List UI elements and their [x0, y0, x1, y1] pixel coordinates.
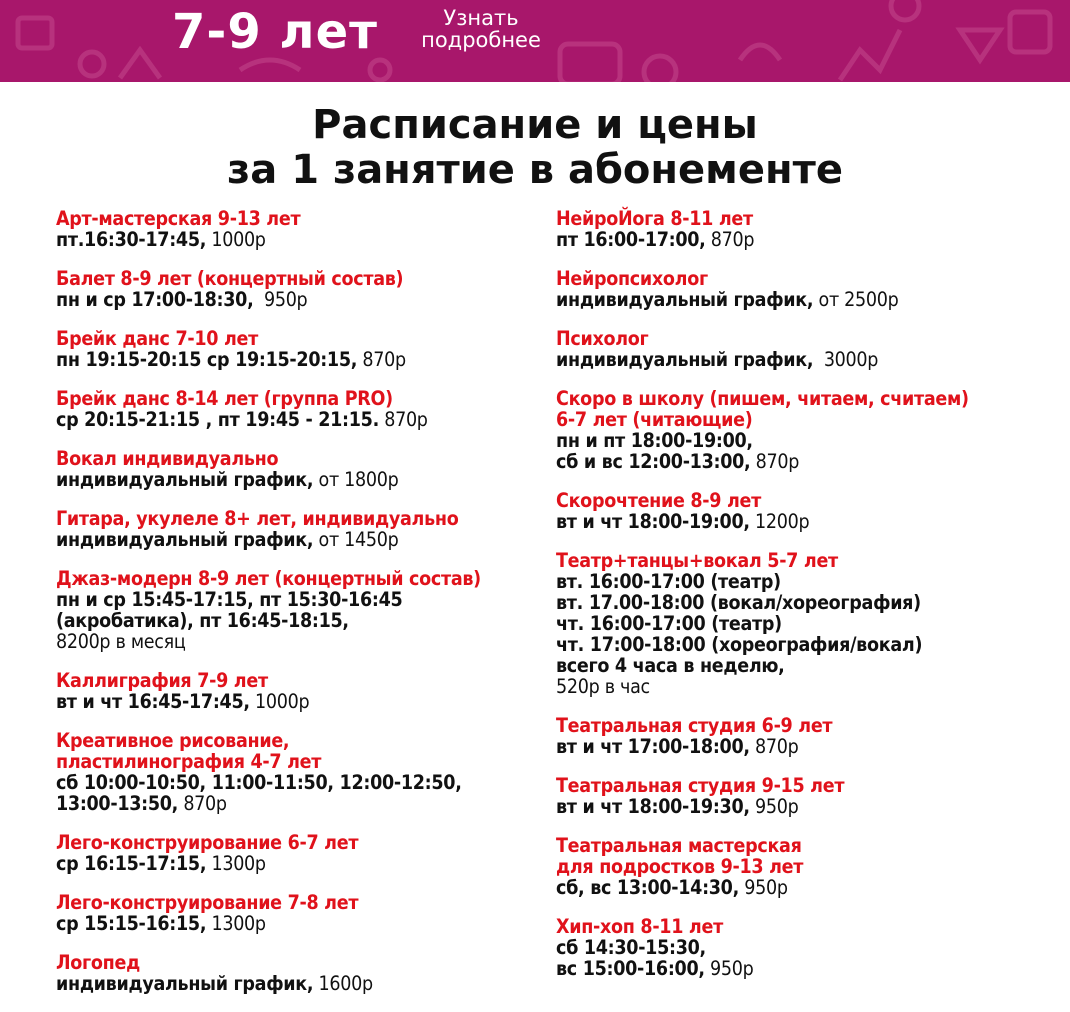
class-schedule: пн и ср 17:00-18:30,: [56, 288, 254, 311]
class-price: 870р: [705, 228, 755, 251]
class-name: Хип-хоп 8-11 лет: [556, 915, 723, 938]
schedule-line: [56, 529, 536, 550]
class-name: 6-7 лет (читающие): [556, 408, 753, 431]
class-schedule: пн и пт 18:00-19:00,: [556, 429, 753, 452]
learn-more-link[interactable]: [418, 7, 544, 51]
schedule-line: [56, 691, 536, 712]
class-price: 950р: [749, 795, 799, 818]
class-schedule: вс 15:00-16:00,: [556, 957, 705, 980]
schedule-item: [556, 208, 1056, 250]
class-price: от 1450р: [313, 528, 399, 551]
class-schedule: сб 10:00-10:50, 11:00-11:50, 12:00-12:50,: [56, 771, 462, 794]
class-name: Вокал индивидуально: [56, 447, 279, 470]
class-name: Каллиграфия 7-9 лет: [56, 669, 268, 692]
schedule-line: [56, 610, 536, 631]
page-title: [0, 103, 1070, 193]
class-schedule: (акробатика), пт 16:45-18:15,: [56, 609, 349, 632]
class-price: от 1800р: [313, 468, 399, 491]
schedule-line: [56, 469, 536, 490]
class-schedule: чт. 16:00-17:00 (театр): [556, 612, 782, 635]
schedule-line: [556, 655, 1056, 676]
left-schedule-column: [56, 208, 536, 1012]
schedule-line: [56, 589, 536, 610]
schedule-line: [556, 430, 1056, 451]
class-schedule: 13:00-13:50,: [56, 792, 179, 815]
schedule-line: [56, 913, 536, 934]
schedule-item: [556, 916, 1056, 979]
schedule-line: [556, 289, 1056, 310]
class-price: 8200р в месяц: [56, 630, 186, 653]
schedule-item: [556, 490, 1056, 532]
class-price: 1000р: [206, 228, 266, 251]
schedule-line: [56, 793, 536, 814]
title-line2: за 1 занятие в абонементе: [227, 147, 843, 193]
class-schedule: ср 15:15-16:15,: [56, 912, 207, 935]
class-schedule: индивидуальный график,: [556, 348, 814, 371]
class-price: 950р: [704, 957, 754, 980]
class-name: Театральная студия 6-9 лет: [556, 714, 833, 737]
class-price: 870р: [750, 450, 800, 473]
class-name: Скорочтение 8-9 лет: [556, 489, 762, 512]
class-price: 1200р: [749, 510, 810, 533]
right-schedule-column: [556, 208, 1056, 997]
class-schedule: пн и ср 15:45-17:15, пт 15:30-16:45: [56, 588, 403, 611]
learn-more-line1: Узнать: [443, 6, 519, 30]
title-line1: Расписание и цены: [312, 102, 758, 148]
schedule-item: [56, 508, 536, 550]
schedule-line: [556, 592, 1056, 613]
class-schedule: всего 4 часа в неделю,: [556, 654, 785, 677]
class-price: 950р: [253, 288, 308, 311]
schedule-line: [56, 772, 536, 793]
schedule-item: [556, 388, 1056, 472]
schedule-line: [556, 958, 1056, 979]
class-name: Психолог: [556, 327, 649, 350]
class-name: Гитара, укулеле 8+ лет, индивидуально: [56, 507, 459, 530]
class-schedule: индивидуальный график,: [56, 972, 314, 995]
class-schedule: вт. 16:00-17:00 (театр): [556, 570, 781, 593]
class-price: от 2500р: [813, 288, 899, 311]
class-price: 520р в час: [556, 675, 650, 698]
class-schedule: вт и чт 18:00-19:30,: [556, 795, 750, 818]
class-schedule: сб и вс 12:00-13:00,: [556, 450, 751, 473]
class-schedule: ср 16:15-17:15,: [56, 852, 207, 875]
class-schedule: пн 19:15-20:15 ср 19:15-20:15,: [56, 348, 358, 371]
class-price: 870р: [378, 408, 428, 431]
schedule-line: [556, 349, 1056, 370]
class-name: НейроЙога 8-11 лет: [556, 207, 753, 230]
schedule-line: [56, 973, 536, 994]
schedule-item: [56, 268, 536, 310]
schedule-item: [56, 892, 536, 934]
class-name: Лего-конструирование 6-7 лет: [56, 831, 359, 854]
class-price: 1300р: [206, 912, 266, 935]
age-banner: [0, 0, 1070, 82]
class-name: для подростков 9-13 лет: [556, 855, 804, 878]
schedule-item: [56, 448, 536, 490]
class-schedule: вт и чт 16:45-17:45,: [56, 690, 250, 713]
schedule-line: [556, 571, 1056, 592]
class-schedule: вт. 17.00-18:00 (вокал/хореография): [556, 591, 921, 614]
schedule-item: [56, 832, 536, 874]
class-schedule: чт. 17:00-18:00 (хореография/вокал): [556, 633, 923, 656]
schedule-item: [556, 775, 1056, 817]
schedule-item: [56, 328, 536, 370]
class-schedule: сб 14:30-15:30,: [556, 936, 706, 959]
class-schedule: вт и чт 18:00-19:00,: [556, 510, 750, 533]
schedule-item: [56, 568, 536, 652]
class-name: Джаз-модерн 8-9 лет (концертный состав): [56, 567, 481, 590]
class-schedule: индивидуальный график,: [556, 288, 814, 311]
class-schedule: сб, вс 13:00-14:30,: [556, 876, 739, 899]
schedule-item: [56, 670, 536, 712]
schedule-line: [556, 451, 1056, 472]
schedule-line: [56, 349, 536, 370]
class-name: Нейропсихолог: [556, 267, 708, 290]
schedule-item: [556, 550, 1056, 697]
schedule-item: [556, 328, 1056, 370]
class-name: Брейк данс 8-14 лет (группа PRO): [56, 387, 393, 410]
class-name: Скоро в школу (пишем, читаем, считаем): [556, 387, 969, 410]
class-price: 3000р: [813, 348, 879, 371]
class-price: 1300р: [206, 852, 266, 875]
class-name: Театральная мастерская: [556, 834, 802, 857]
schedule-item: [56, 208, 536, 250]
schedule-item: [556, 268, 1056, 310]
class-name: Брейк данс 7-10 лет: [56, 327, 258, 350]
schedule-line: [56, 409, 536, 430]
class-price: 1600р: [313, 972, 373, 995]
class-price: 870р: [749, 735, 799, 758]
class-name: Креативное рисование,: [56, 729, 290, 752]
class-name: Балет 8-9 лет (концертный состав): [56, 267, 404, 290]
class-schedule: вт и чт 17:00-18:00,: [556, 735, 750, 758]
class-price: 870р: [357, 348, 406, 371]
class-schedule: ср 20:15-21:15 , пт 19:45 - 21:15.: [56, 408, 379, 431]
schedule-line: [556, 511, 1056, 532]
class-schedule: пт.16:30-17:45,: [56, 228, 207, 251]
class-name: Театр+танцы+вокал 5-7 лет: [556, 549, 838, 572]
age-label: 7-9 лет: [172, 4, 378, 60]
class-name: пластилинография 4-7 лет: [56, 750, 322, 773]
class-name: Театральная студия 9-15 лет: [556, 774, 845, 797]
class-schedule: индивидуальный график,: [56, 528, 314, 551]
schedule-item: [556, 715, 1056, 757]
schedule-line: [556, 937, 1056, 958]
schedule-line: [56, 289, 536, 310]
class-name: Логопед: [56, 951, 140, 974]
class-schedule: индивидуальный график,: [56, 468, 314, 491]
schedule-line: [556, 613, 1056, 634]
class-price: 950р: [738, 876, 788, 899]
schedule-line: [556, 229, 1056, 250]
schedule-line: [56, 229, 536, 250]
class-price: 1000р: [249, 690, 310, 713]
schedule-line: [556, 634, 1056, 655]
schedule-line: [56, 853, 536, 874]
schedule-item: [56, 388, 536, 430]
class-schedule: пт 16:00-17:00,: [556, 228, 706, 251]
schedule-line: [556, 736, 1056, 757]
learn-more-line2: подробнее: [421, 28, 541, 52]
schedule-line: [556, 796, 1056, 817]
class-name: Лего-конструирование 7-8 лет: [56, 891, 359, 914]
class-price: 870р: [178, 792, 227, 815]
schedule-line: [556, 877, 1056, 898]
class-name: Арт-мастерская 9-13 лет: [56, 207, 301, 230]
schedule-item: [56, 952, 536, 994]
schedule-item: [556, 835, 1056, 898]
schedule-item: [56, 730, 536, 814]
